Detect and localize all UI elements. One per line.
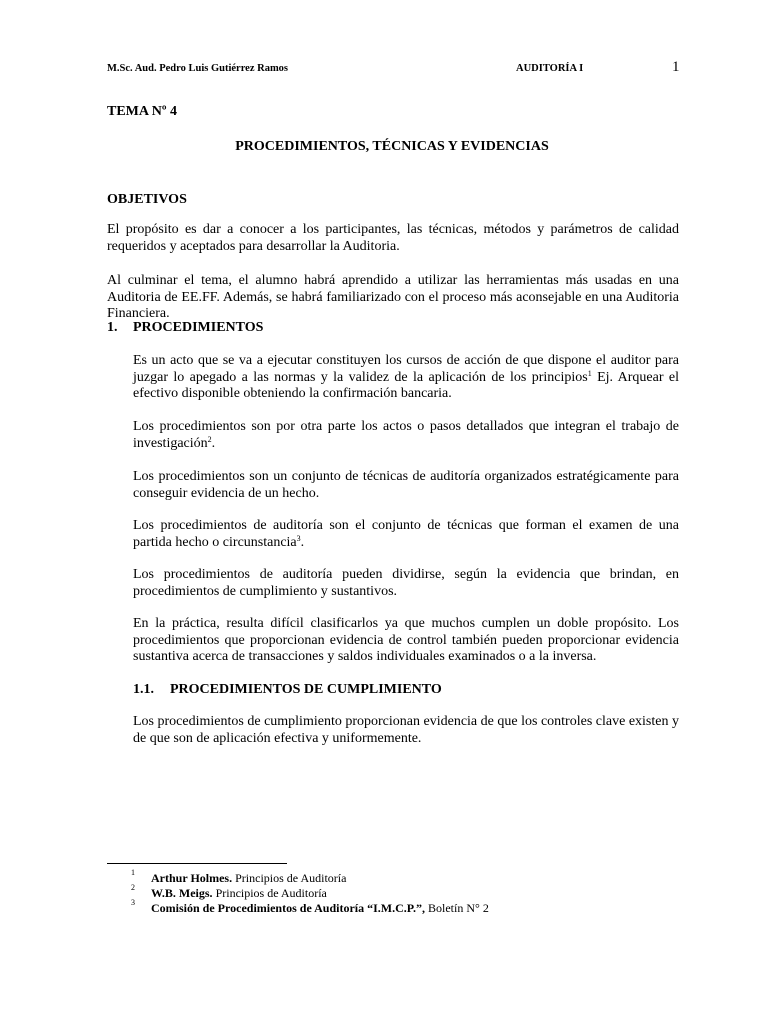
tema-heading: TEMA Nº 4	[107, 104, 177, 119]
footnote-mark: 1	[131, 868, 135, 877]
footnote-mark: 3	[131, 898, 135, 907]
section-1-paragraph-3: Los procedimientos son un conjunto de técnicas de auditoría organizados estratégicamente para conseguir evidencia de un hecho.	[133, 469, 679, 501]
footnote-separator	[107, 863, 287, 864]
section-1-1-number: 1.1.	[133, 682, 154, 697]
section-1-1-heading	[133, 682, 442, 698]
footnote-mark: 2	[131, 883, 135, 892]
section-1-paragraph-5: Los procedimientos de auditoría pueden dividirse, según la evidencia que brindan, en procedimientos de cumplimiento y sustantivos.	[133, 567, 679, 599]
section-1-1-paragraph-1: Los procedimientos de cumplimiento proporcionan evidencia de que los controles clave existen y de que son de aplicación efectiva y uniformemente.	[133, 714, 679, 746]
header-course: AUDITORÍA I	[516, 63, 584, 74]
section-1-paragraph-6: En la práctica, resulta difícil clasificarlos ya que muchos cumplen un doble propósito. Los procedimientos que proporcionan evidencia de control también pueden proporcionar evidencia sustantiva acerca de transacciones y saldos individuales examinados o a la inversa.	[133, 616, 679, 664]
header-author: M.Sc. Aud. Pedro Luis Gutiérrez Ramos	[107, 63, 289, 74]
section-1-1-title: PROCEDIMIENTOS DE CUMPLIMIENTO	[170, 682, 442, 697]
section-1-heading	[107, 320, 263, 336]
section-1-paragraph-4: Los procedimientos de auditoría son el conjunto de técnicas que forman el examen de una partida hecho o circunstancia$^3$.	[133, 518, 679, 550]
objetivos-paragraph-2: Al culminar el tema, el alumno habrá aprendido a utilizar las herramientas más usadas en una Auditoria de EE.FF. Además, se habrá familiarizado con el proceso más aconsejable en una Auditoria Financiera.	[107, 273, 679, 321]
section-1-paragraph-1: Es un acto que se va a ejecutar constituyen los cursos de acción de que dispone el auditor para juzgar lo apegado a las normas y la validez de la aplicación de los principios$^1$ Ej. Arquear el efectivo disponible obteniendo la confirmación bancaria.	[133, 353, 679, 401]
footnote-ref-2: 2	[207, 434, 212, 444]
section-1-title: PROCEDIMIENTOS	[133, 320, 264, 335]
objetivos-heading: OBJETIVOS	[107, 192, 187, 207]
section-1-number: 1.	[107, 320, 118, 335]
page-title: PROCEDIMIENTOS, TÉCNICAS Y EVIDENCIAS	[235, 139, 549, 154]
objetivos-paragraph-1: El propósito es dar a conocer a los participantes, las técnicas, métodos y parámetros de calidad requeridos y aceptados para desarrollar la Auditoria.	[107, 222, 679, 254]
section-1-paragraph-2: Los procedimientos son por otra parte los actos o pasos detallados que integran el trabajo de investigación$^2$.	[133, 419, 679, 451]
footnote-ref-3: 3	[296, 533, 301, 543]
page-number: 1	[672, 59, 680, 75]
footnote-ref-1: 1	[587, 368, 592, 378]
